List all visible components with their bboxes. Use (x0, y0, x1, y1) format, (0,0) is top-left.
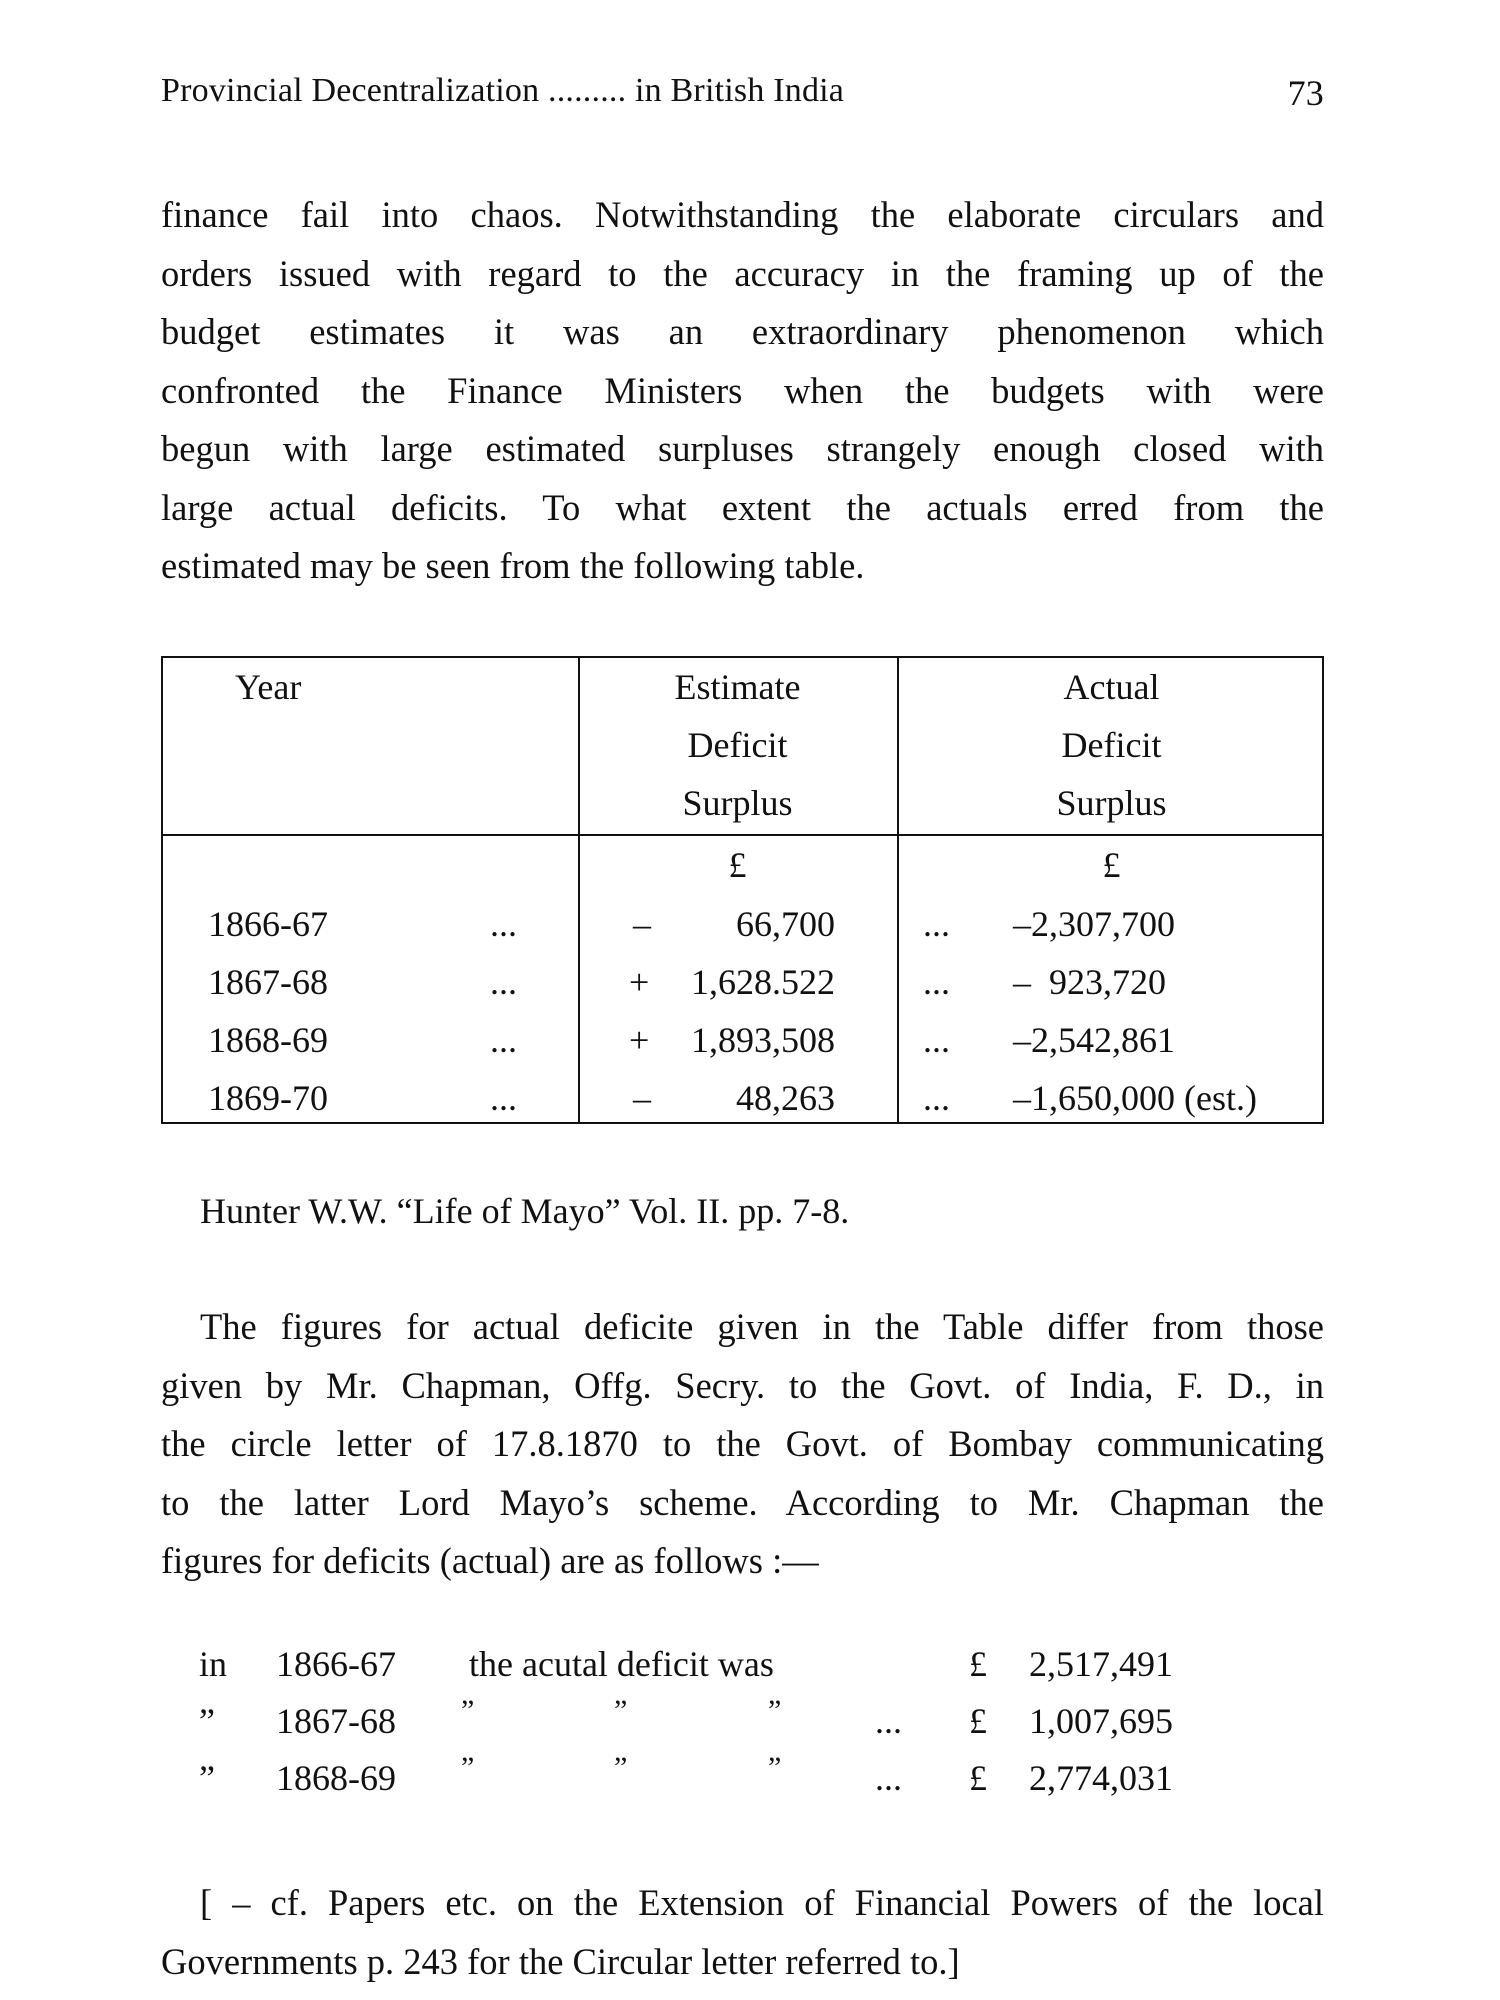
paragraph-intro (161, 186, 1324, 596)
row-estimate-sign: + (629, 1020, 650, 1060)
row-estimate-value: 48,263 (736, 1078, 835, 1118)
header-estimate-1: Estimate (674, 667, 801, 707)
list-leader: ... (875, 1701, 902, 1741)
header-estimate-3: Surplus (682, 783, 793, 823)
text-line: figures for deficits (actual) are as follows :— (161, 1540, 819, 1581)
row-estimate-sign: – (633, 904, 651, 944)
row-leader: ... (490, 962, 517, 1002)
header-estimate-2: Deficit (687, 725, 788, 765)
list-ditto: ” (768, 1751, 782, 1784)
list-ditto: ” (768, 1694, 782, 1727)
deficit-table (161, 656, 1324, 1124)
running-header (161, 72, 1324, 113)
list-prefix: in (199, 1644, 228, 1684)
row-estimate-sign: + (629, 962, 650, 1002)
estimate-currency: £ (728, 845, 747, 885)
running-header-title: Provincial Decentralization ......... in British India (161, 72, 845, 109)
text-line: orders issued with regard to the accuracy in the framing up of the (161, 252, 1324, 294)
header-actual-2: Deficit (1061, 725, 1162, 765)
text-line: confronted the Finance Ministers when the budgets with were (161, 369, 1324, 411)
text-line: the circle letter of 17.8.1870 to the Govt. of Bombay communicating (161, 1423, 1324, 1464)
text-line: begun with large estimated surpluses strangely enough closed with (161, 428, 1324, 469)
list-currency: £ (969, 1701, 987, 1741)
row-estimate-value: 1,893,508 (691, 1020, 835, 1060)
actual-currency: £ (1102, 845, 1121, 885)
text-line: budget estimates it was an extraordinary phenomenon which (161, 311, 1324, 352)
paragraph-reference (161, 1874, 1324, 1991)
list-year: 1868-69 (276, 1758, 396, 1798)
text-line: given by Mr. Chapman, Offg. Secry. to the Govt. of India, F. D., in (161, 1364, 1324, 1406)
table-source-note: Hunter W.W. “Life of Mayo” Vol. II. pp. 7-8. (200, 1191, 850, 1231)
row-leader: ... (490, 904, 517, 944)
header-actual-3: Surplus (1056, 783, 1167, 823)
row-estimate-value: 66,700 (736, 904, 835, 944)
text-line: Governments p. 243 for the Circular letter referred to.] (161, 1940, 960, 1982)
list-year: 1866-67 (276, 1644, 396, 1684)
text-line: estimated may be seen from the following table. (161, 545, 865, 586)
list-amount: 2,517,491 (1029, 1644, 1173, 1684)
paragraph-chapman (161, 1298, 1324, 1591)
list-currency: £ (969, 1644, 987, 1684)
page-number: 73 (1287, 73, 1324, 113)
text-line: large actual deficits. To what extent the actuals erred from the (161, 486, 1324, 528)
list-text: the acutal deficit was (469, 1644, 774, 1684)
list-ditto: ” (614, 1694, 628, 1727)
list-prefix: ” (199, 1758, 215, 1798)
row-leader: ... (490, 1078, 517, 1118)
text-line: finance fail into chaos. Notwithstanding the elaborate circulars and (161, 194, 1324, 235)
row-year: 1867-68 (208, 962, 328, 1002)
row-actual-value: – 923,720 (1013, 962, 1166, 1002)
header-divider (163, 834, 1322, 836)
row-leader: ... (923, 1020, 950, 1060)
list-ditto: ” (461, 1694, 475, 1727)
text-line: to the latter Lord Mayo’s scheme. According to Mr. Chapman the (161, 1481, 1324, 1523)
row-actual-value: –2,542,861 (1013, 1020, 1175, 1060)
list-prefix: ” (199, 1701, 215, 1741)
text-line: [ – cf. Papers etc. on the Extension of Financial Powers of the local (200, 1882, 1324, 1923)
list-currency: £ (969, 1758, 987, 1798)
list-leader: ... (875, 1758, 902, 1798)
row-leader: ... (490, 1020, 517, 1060)
chapman-deficit-list (161, 1643, 1324, 1823)
list-year: 1867-68 (276, 1701, 396, 1741)
row-leader: ... (923, 962, 950, 1002)
row-leader: ... (923, 1078, 950, 1118)
row-year: 1869-70 (208, 1078, 328, 1118)
list-ditto: ” (614, 1751, 628, 1784)
row-estimate-value: 1,628.522 (691, 962, 835, 1002)
row-leader: ... (923, 904, 950, 944)
row-year: 1866-67 (208, 904, 328, 944)
list-amount: 2,774,031 (1029, 1758, 1173, 1798)
header-actual-1: Actual (1063, 667, 1160, 707)
row-year: 1868-69 (208, 1020, 328, 1060)
list-ditto: ” (461, 1751, 475, 1784)
header-year: Year (235, 667, 302, 707)
row-estimate-sign: – (633, 1078, 651, 1118)
list-amount: 1,007,695 (1029, 1701, 1173, 1741)
row-actual-value: –1,650,000 (est.) (1013, 1078, 1257, 1118)
row-actual-value: –2,307,700 (1013, 904, 1175, 944)
text-line: The figures for actual deficite given in the Table differ from those (200, 1306, 1324, 1347)
